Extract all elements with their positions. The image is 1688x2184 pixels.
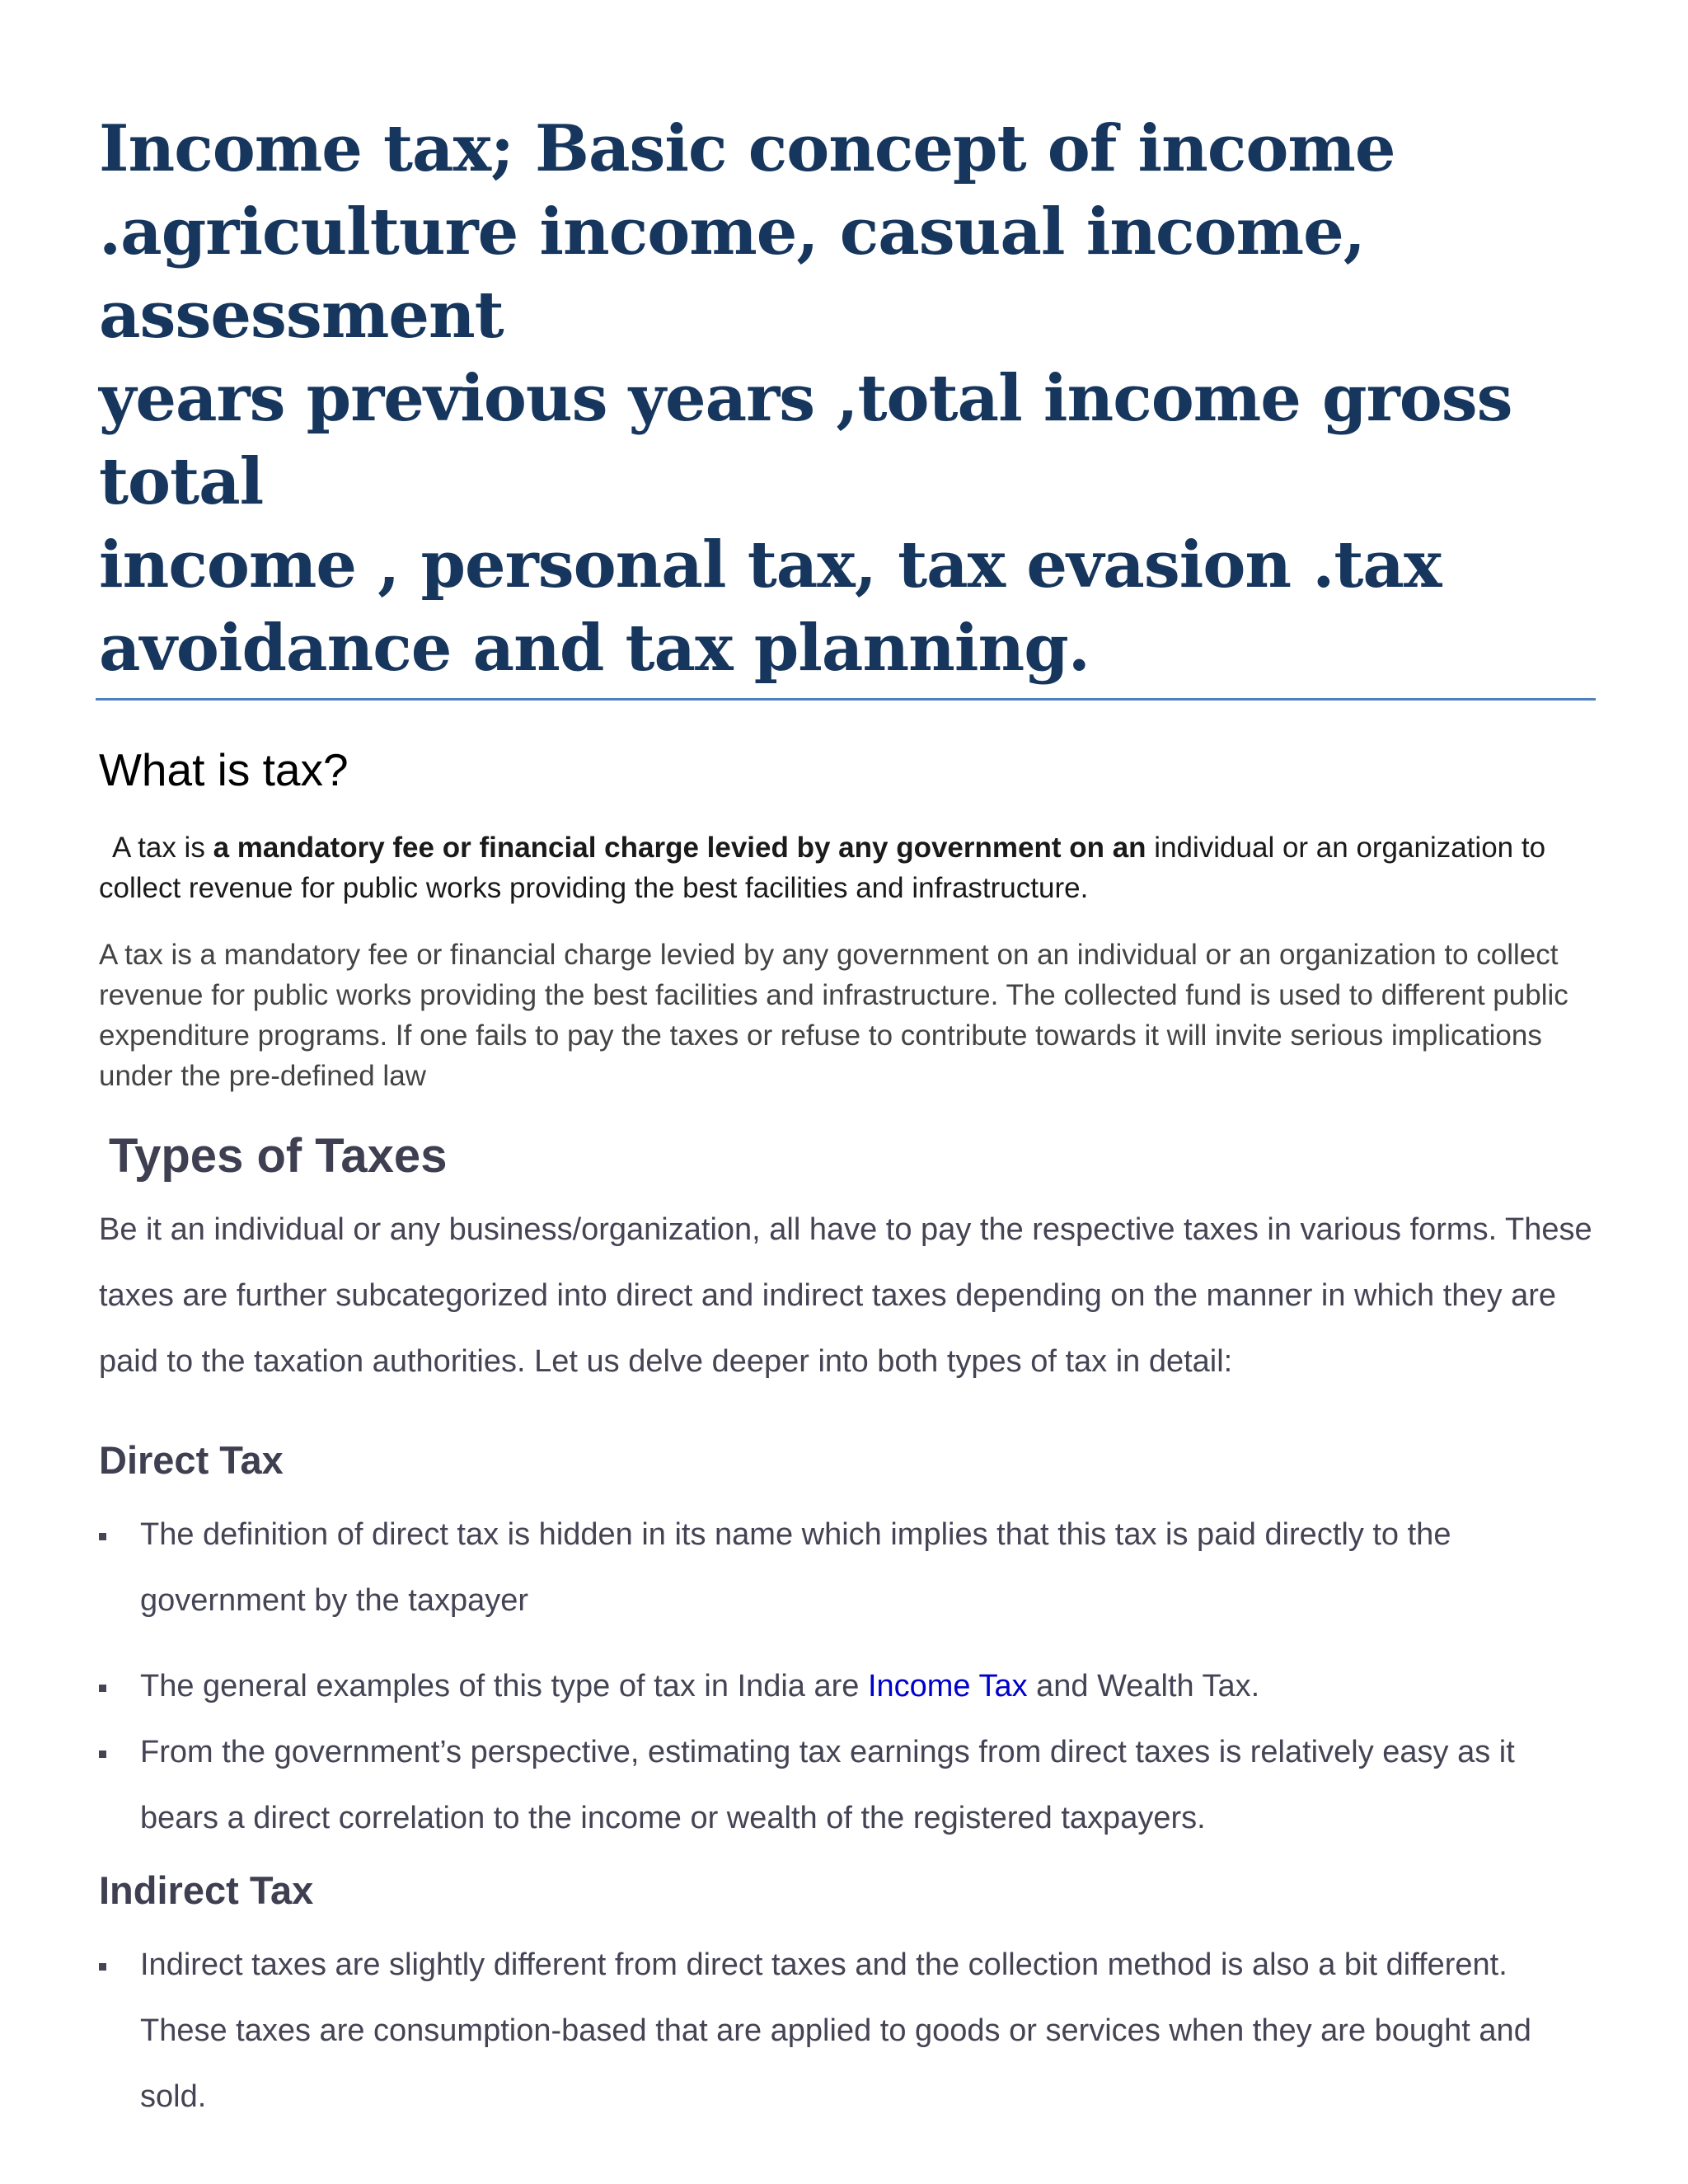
income-tax-link[interactable]: Income Tax	[867, 1669, 1028, 1704]
definition-prefix: A tax is	[112, 832, 213, 864]
list-item-text: From the government’s perspective, estimating tax earnings from direct taxes is relatively easy as it bears a direct correlation to the income or wealth of the registered taxpayers.	[140, 1735, 1515, 1835]
square-bullet-icon	[99, 1750, 106, 1758]
types-of-taxes-paragraph: Be it an individual or any business/organization, all have to pay the respective taxes in various forms. These taxes are further subcategorized into direct and indirect taxes depending on the manner in which they are paid to the taxation authorities. Let us delve deeper into both types of tax in detail:	[99, 1212, 1592, 1379]
square-bullet-icon	[99, 1685, 106, 1692]
title-line: avoidance and tax planning.	[99, 611, 1090, 686]
types-of-taxes-heading: Types of Taxes	[109, 1129, 448, 1183]
definition-bold: a mandatory fee or financial charge levied by any government on an	[213, 832, 1146, 864]
list-item-text: The definition of direct tax is hidden in its name which implies that this tax is paid directly to the government by the taxpayer	[140, 1517, 1451, 1618]
indirect-tax-heading: Indirect Tax	[99, 1868, 314, 1912]
square-bullet-icon	[99, 1533, 106, 1540]
definition-suffix: individual or an organization to collect revenue for public works providing the best facilities and infrastructure.	[99, 832, 1546, 904]
direct-tax-list	[99, 1502, 1595, 1851]
indirect-tax-list	[99, 1932, 1595, 2130]
tax-definition-paragraph	[99, 827, 1595, 908]
tax-explanation-paragraph: A tax is a mandatory fee or financial charge levied by any government on an individual or an organization to collect revenue for public works providing the best facilities and infrastructure. The collected fund is used to different public expenditure programs. If one fails to pay the taxes or refuse to contribute towards it will invite serious implications under the pre-defined law	[99, 939, 1568, 1092]
title-line: .agriculture income, casual income, assessment	[99, 194, 1365, 353]
document-title	[99, 107, 1595, 698]
list-item	[99, 1719, 1595, 1851]
title-divider	[96, 698, 1596, 701]
title-line: Income tax; Basic concept of income	[99, 111, 1395, 186]
title-line: income , personal tax, tax evasion .tax	[99, 527, 1442, 602]
list-item-text-suffix: and Wealth Tax.	[1027, 1669, 1260, 1704]
list-item	[99, 1932, 1595, 2130]
list-item	[99, 1502, 1595, 1633]
list-item-text-prefix: The general examples of this type of tax in India are	[140, 1669, 868, 1704]
list-item-text: Indirect taxes are slightly different from direct taxes and the collection method is also a bit different. These taxes are consumption-based that are applied to goods or services when they are bought and sold.	[140, 1947, 1531, 2114]
direct-tax-heading: Direct Tax	[99, 1438, 284, 1482]
title-line: years previous years ,total income gross total	[99, 361, 1512, 519]
list-item	[99, 1653, 1595, 1719]
document-page	[99, 107, 1595, 2130]
square-bullet-icon	[99, 1963, 106, 1971]
what-is-tax-heading: What is tax?	[99, 744, 349, 795]
